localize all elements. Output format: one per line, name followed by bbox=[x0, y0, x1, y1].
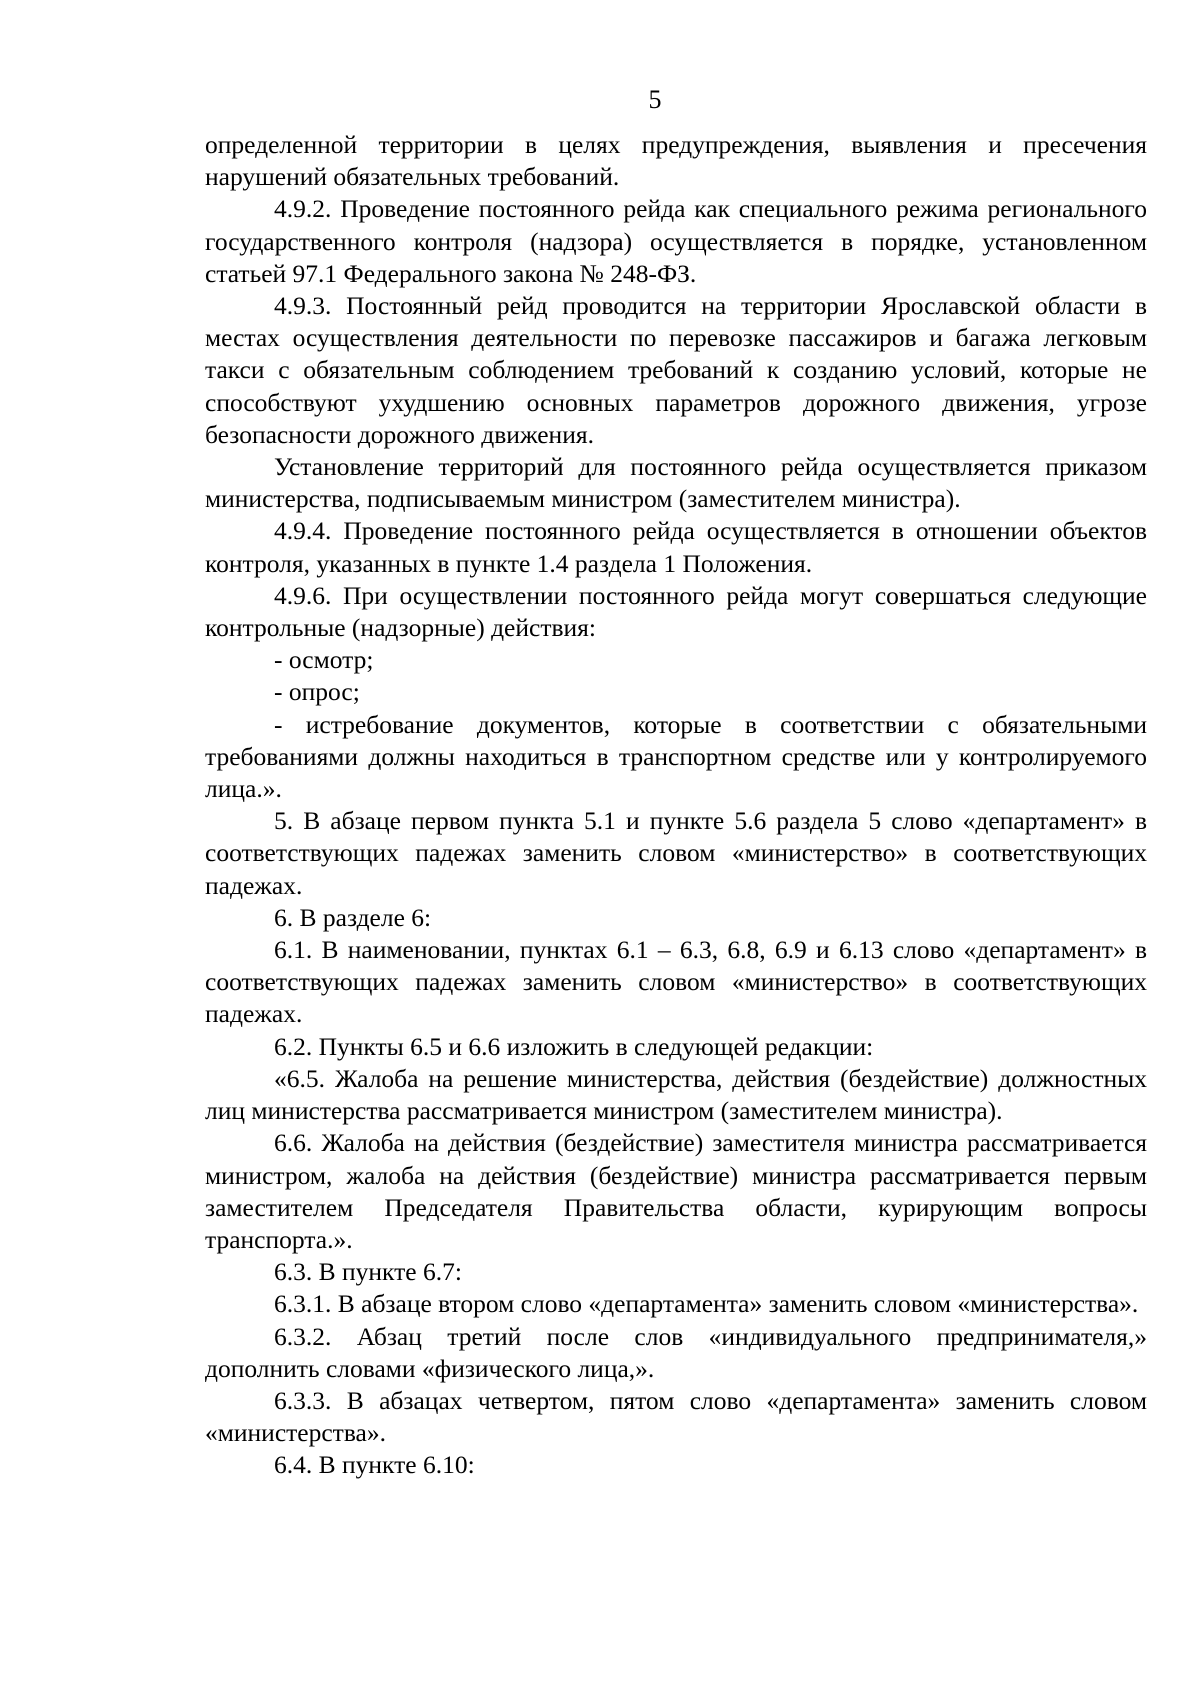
paragraph-territory-establishment: Установление территорий для постоянного рейда осуществляется приказом министерства, подписываемым министром (заместителем министра). bbox=[205, 452, 1147, 514]
page-number: 5 bbox=[648, 85, 662, 114]
paragraph-4-9-4: 4.9.4. Проведение постоянного рейда осуществляется в отношении объектов контроля, указанных в пункте 1.4 раздела 1 Положения. bbox=[205, 516, 1147, 578]
document-body bbox=[205, 129, 1147, 1482]
paragraph-6-4: 6.4. В пункте 6.10: bbox=[274, 1450, 475, 1480]
paragraph-6-3-1: 6.3.1. В абзаце втором слово «департамента» заменить словом «министерства». bbox=[274, 1289, 1139, 1319]
paragraph-4-9-6: 4.9.6. При осуществлении постоянного рейда могут совершаться следующие контрольные (надзорные) действия: bbox=[205, 580, 1147, 643]
paragraph-6-3-2: 6.3.2. Абзац третий после слов «индивидуального предпринимателя,» дополнить словами «физического лица,». bbox=[205, 1321, 1147, 1383]
paragraph-6-3-3: 6.3.3. В абзацах четвертом, пятом слово «департамента» заменить словом «министерства». bbox=[205, 1385, 1147, 1448]
paragraph-continuation: определенной территории в целях предупреждения, выявления и пресечения нарушений обязательных требований. bbox=[205, 130, 1147, 192]
paragraph-6-6-quoted: 6.6. Жалоба на действия (бездействие) заместителя министра рассматривается министром, жалоба на действия (бездействие) министра рассматривается первым заместителем Председателя Правительства области, курирующим вопросы транспорта.». bbox=[205, 1128, 1147, 1254]
paragraph-6-1: 6.1. В наименовании, пунктах 6.1 – 6.3, 6.8, 6.9 и 6.13 слово «департамент» в соответствующих падежах заменить словом «министерство» в соответствующих падежах. bbox=[205, 935, 1147, 1029]
paragraph-6-2: 6.2. Пункты 6.5 и 6.6 изложить в следующей редакции: bbox=[274, 1031, 874, 1061]
list-item-documents-request: - истребование документов, которые в соответствии с обязательными требованиями должны находиться в транспортном средстве или у контролируемого лица.». bbox=[205, 709, 1147, 804]
paragraph-6-5-quoted: «6.5. Жалоба на решение министерства, действия (бездействие) должностных лиц министерства рассматривается министром (заместителем министра). bbox=[205, 1063, 1147, 1126]
paragraph-6-3: 6.3. В пункте 6.7: bbox=[274, 1257, 462, 1287]
list-item-survey: - опрос; bbox=[274, 677, 360, 707]
paragraph-4-9-2: 4.9.2. Проведение постоянного рейда как специального режима регионального государственного контроля (надзора) осуществляется в порядке, установленном статьей 97.1 Федерального закона № 248-ФЗ. bbox=[205, 194, 1147, 288]
paragraph-4-9-3: 4.9.3. Постоянный рейд проводится на территории Ярославской области в местах осуществления деятельности по перевозке пассажиров и багажа легковым такси с обязательным соблюдением требований к созданию условий, которые не способствуют ухудшению основных параметров дорожного движения, угрозе безопасности дорожного движения. bbox=[205, 291, 1147, 449]
list-item-inspection: - осмотр; bbox=[274, 645, 374, 675]
paragraph-6: 6. В разделе 6: bbox=[274, 902, 432, 932]
paragraph-5: 5. В абзаце первом пункта 5.1 и пункте 5.6 раздела 5 слово «департамент» в соответствующих падежах заменить словом «министерство» в соответствующих падежах. bbox=[205, 806, 1147, 900]
